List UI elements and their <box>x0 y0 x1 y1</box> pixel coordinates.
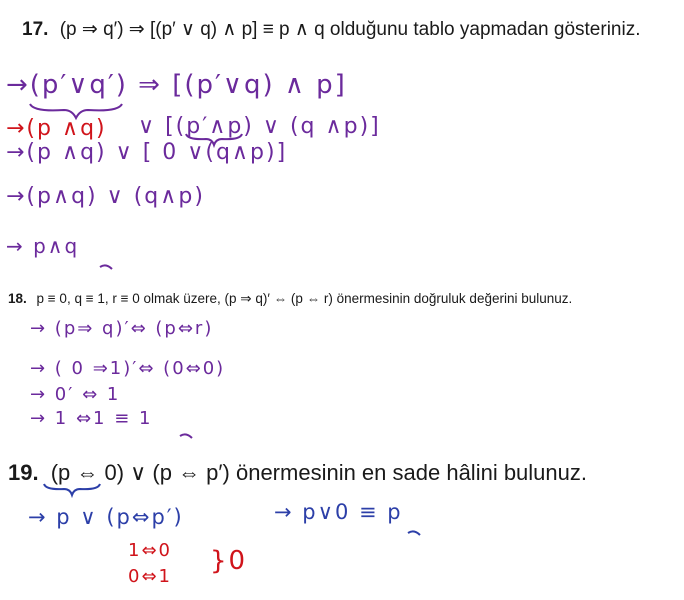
problem-17-number: 17. <box>22 19 49 40</box>
solution-17-line-1: →(p′∨q′) ⇒ [(p′∨q) ∧ p] <box>6 70 347 100</box>
problem-17-text: (p ⇒ q′) ⇒ [(p′ ∨ q) ∧ p] ≡ p ∧ q olduğunu tablo yapmadan gösteriniz. <box>59 19 641 40</box>
tick-19 <box>408 531 420 535</box>
solution-19-red-line-1: 1⇔0 <box>128 540 172 561</box>
solution-19-red-brace: }0 <box>210 546 248 576</box>
solution-17-line-2a: →(p ∧q) <box>6 116 107 141</box>
solution-19-result: → p∨0 ≡ p <box>274 500 403 524</box>
solution-17-line-4: →(p∧q) ∨ (q∧p) <box>6 184 205 209</box>
solution-18-line-2: → ( 0 ⇒1)′⇔ (0⇔0) <box>30 358 226 379</box>
problem-17 <box>22 18 640 41</box>
solution-18-line-1: → (p⇒ q)′⇔ (p⇔r) <box>30 318 214 339</box>
solution-18-line-3: → 0′ ⇔ 1 <box>30 384 121 405</box>
problem-18-number: 18. <box>8 291 27 306</box>
solution-19-red-line-2: 0⇔1 <box>128 566 172 587</box>
solution-17-line-2b: ∨ [(p′∧p) ∨ (q ∧p)] <box>138 114 381 139</box>
problem-19-text: (p ⇔ 0) ∨ (p ⇔ p′) önermesinin en sade hâlini bulunuz. <box>50 460 587 485</box>
problem-18 <box>8 291 572 307</box>
tick-18 <box>180 434 192 438</box>
solution-18-line-4: → 1 ⇔1 ≡ 1 <box>30 408 153 429</box>
problem-19 <box>8 460 587 486</box>
problem-18-text: p ≡ 0, q ≡ 1, r ≡ 0 olmak üzere, (p ⇒ q)′ ⇔ (p ⇔ r) önermesinin doğruluk değerini bulunuz. <box>36 291 573 306</box>
tick-17 <box>100 265 112 269</box>
solution-17-line-5: → p∧q <box>6 234 80 258</box>
solution-17-line-3: →(p ∧q) ∨ [ 0 ∨(q∧p)] <box>6 140 288 165</box>
solution-19-line-1: → p ∨ (p⇔p′) <box>28 505 184 529</box>
problem-19-number: 19. <box>8 460 39 485</box>
